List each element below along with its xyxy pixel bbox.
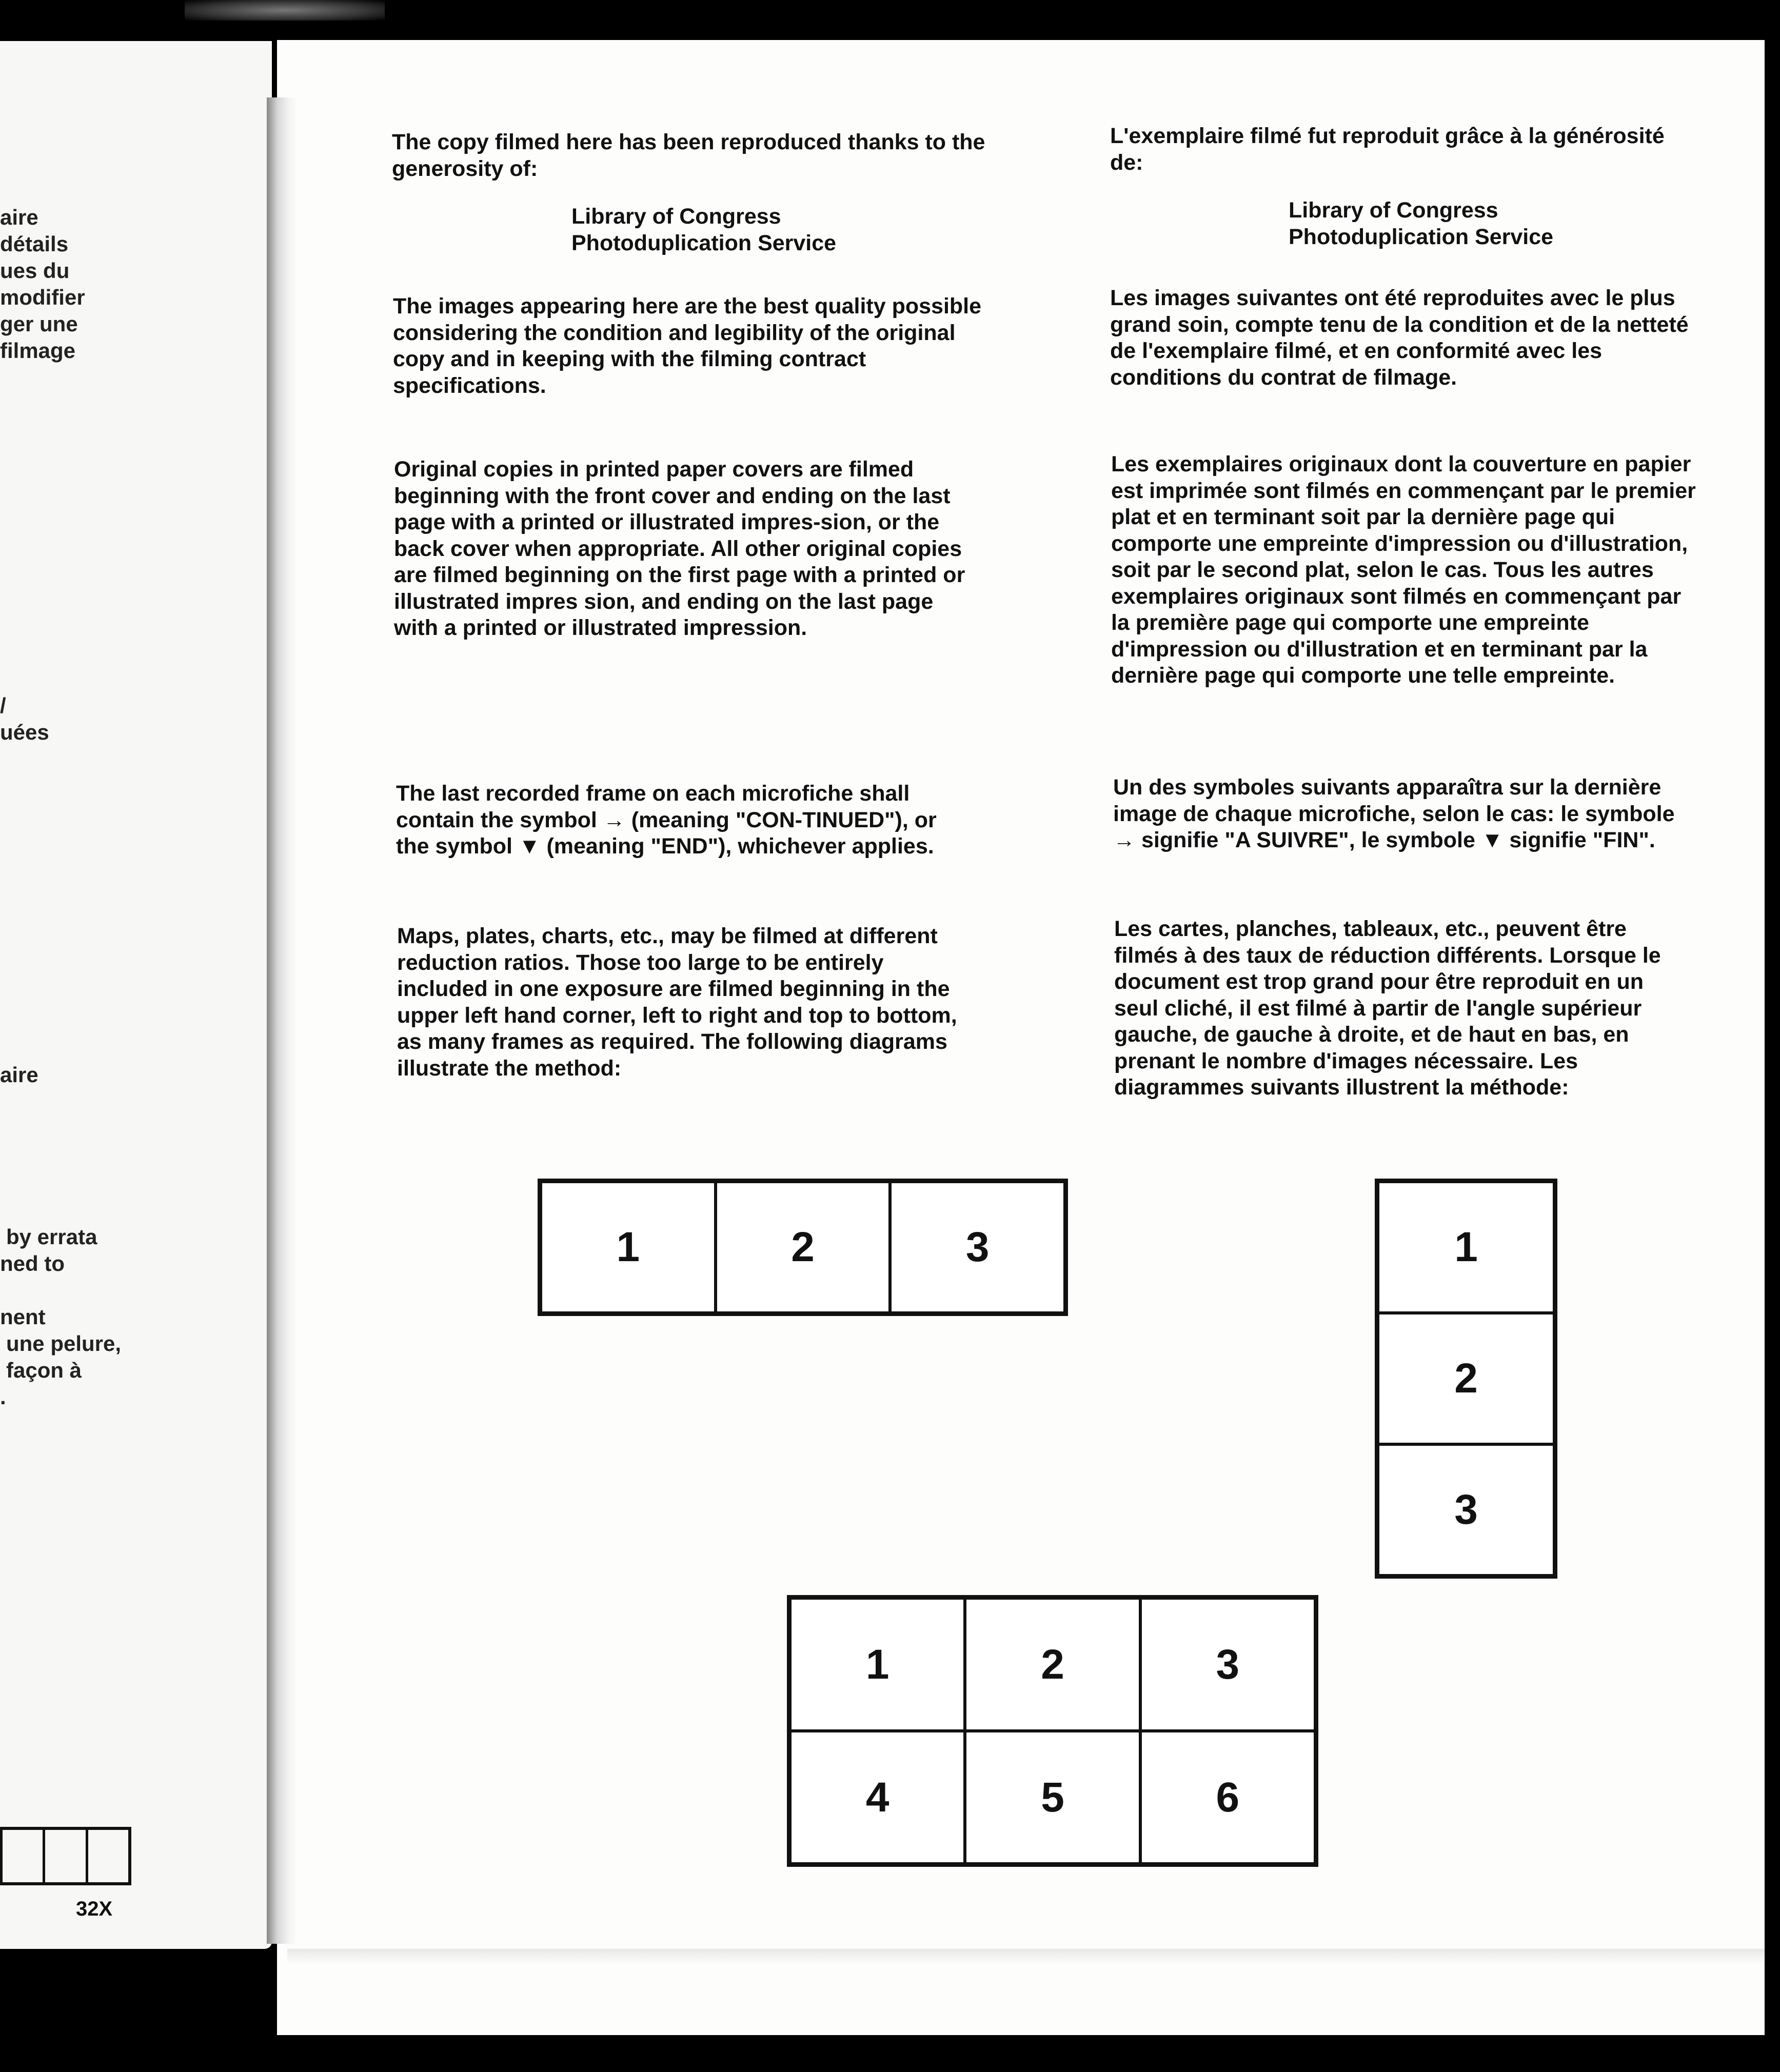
en-maps: Maps, plates, charts, etc., may be filmed at different reduction ratios. Those too large to be entirely included in one exposure are filmed beginning in the upper left hand corner, left to right and top to bottom, as many frames as required. The following diagrams illustrate the method: <box>397 924 957 1081</box>
en-frame-note <box>396 781 965 860</box>
left-fragment: / <box>0 693 6 718</box>
left-fragment: aire <box>0 1063 38 1087</box>
en-frame-text-3: (meaning "END"), whichever applies. <box>546 834 934 859</box>
diagram-vertical <box>1375 1179 1557 1579</box>
reduction-ruler <box>0 1827 131 1885</box>
diagram-grid <box>787 1595 1318 1867</box>
ruler-segment <box>86 1830 128 1882</box>
fr-frame-text-2: signifie "A SUIVRE", le symbole <box>1141 828 1475 852</box>
page-gutter <box>267 97 298 1944</box>
frame-cell: 2 <box>965 1598 1140 1731</box>
left-fragment: façon à <box>6 1358 82 1382</box>
frame-cell: 2 <box>716 1182 891 1313</box>
fr-service: Photoduplication Service <box>1289 225 1554 249</box>
fr-quality: Les images suivantes ont été reproduites avec le plus grand soin, compte tenu de la condition et de la netteté de l'exemplaire filmé, et en conformité avec les conditions du contrat de filmage. <box>1110 286 1689 390</box>
frame-cell: 1 <box>790 1598 965 1731</box>
ruler-segment <box>0 1830 43 1882</box>
frame-cell: 3 <box>1378 1444 1554 1576</box>
left-fragment: aire <box>0 205 38 229</box>
frame-cell: 2 <box>1378 1313 1554 1444</box>
left-fragment: . <box>0 1385 6 1409</box>
left-fragment: nent <box>0 1305 46 1329</box>
left-page <box>0 41 272 1949</box>
left-fragment: uées <box>0 720 49 744</box>
end-triangle-icon: ▼ <box>1481 828 1504 852</box>
en-intro: The copy filmed here has been reproduced thanks to the generosity of: <box>392 130 985 181</box>
en-frame-text-2: (meaning "CON-TINUED"), or the symbol <box>396 807 937 859</box>
frame-cell: 5 <box>965 1731 1140 1864</box>
en-covers: Original copies in printed paper covers are filmed beginning with the front cover and ending on the last page with a printed or illustrated impres-sion, or the back cover when appropriate. All other original copies are filmed beginning on the first page with a printed or illustrated impres sion, and ending on the last page with a printed or illustrated impression. <box>394 457 965 640</box>
en-service: Photoduplication Service <box>571 231 837 255</box>
frame-cell: 1 <box>541 1182 716 1313</box>
fr-covers: Les exemplaires originaux dont la couverture en papier est imprimée sont filmés en commençant par le premier plat et en terminant soit par la dernière page qui comporte une empreinte d'impression ou d'illustration, soit par le second plat, selon le cas. Tous les autres exemplaires originaux sont filmés en commençant par la première page qui comporte une empreinte d'impression ou d'illustration et en terminant par la dernière page qui comporte une telle empreinte. <box>1111 452 1696 688</box>
fr-frame-note <box>1113 774 1683 854</box>
left-fragment: ned to <box>0 1251 65 1276</box>
fr-intro: L'exemplaire filmé fut reproduit grâce à la générosité de: <box>1110 124 1665 175</box>
left-fragment: détails <box>0 232 69 256</box>
left-fragment: by errata <box>6 1225 97 1249</box>
en-quality: The images appearing here are the best quality possible considering the condition and legibility of the original copy and in keeping with the filming contract specifications. <box>393 294 982 398</box>
scan-artifact <box>185 0 385 21</box>
fr-maps: Les cartes, planches, tableaux, etc., peuvent être filmés à des taux de réduction différents. Lorsque le document est trop grand pour être reproduit en un seul cliché, il est filmé à partir de l'angle supérieur gauche, de gauche à droite, et de haut en bas, en prenant le nombre d'images nécessaire. Les diagrammes suivants illustrent la méthode: <box>1114 917 1661 1100</box>
fr-frame-text-1: Un des symboles suivants apparaîtra sur la dernière image de chaque microfiche, selon le cas: le symbole <box>1113 775 1675 826</box>
page-edge-shadow <box>287 1949 1765 1964</box>
left-fragment: ger une <box>0 312 78 336</box>
diagram-horizontal <box>538 1179 1068 1316</box>
left-fragment: une pelure, <box>6 1331 122 1356</box>
en-frame-text-1: The last recorded frame on each microfiche shall contain the symbol <box>396 781 910 832</box>
left-fragment: ues du <box>0 258 70 283</box>
frame-cell: 6 <box>1140 1731 1315 1864</box>
continued-arrow-icon: → <box>1113 828 1135 852</box>
frame-cell: 1 <box>1378 1182 1554 1313</box>
ruler-label: 32X <box>76 1898 113 1920</box>
left-fragment: filmage <box>0 338 76 363</box>
ruler-segment <box>43 1830 85 1882</box>
continued-arrow-icon: → <box>603 807 625 832</box>
frame-cell: 3 <box>1140 1598 1315 1731</box>
fr-frame-text-3: signifie "FIN". <box>1509 828 1655 852</box>
left-fragment: modifier <box>0 285 85 309</box>
frame-cell: 3 <box>890 1182 1065 1313</box>
end-triangle-icon: ▼ <box>518 834 541 859</box>
en-institution: Library of Congress <box>571 204 781 229</box>
frame-cell: 4 <box>790 1731 965 1864</box>
fr-institution: Library of Congress <box>1289 198 1498 223</box>
